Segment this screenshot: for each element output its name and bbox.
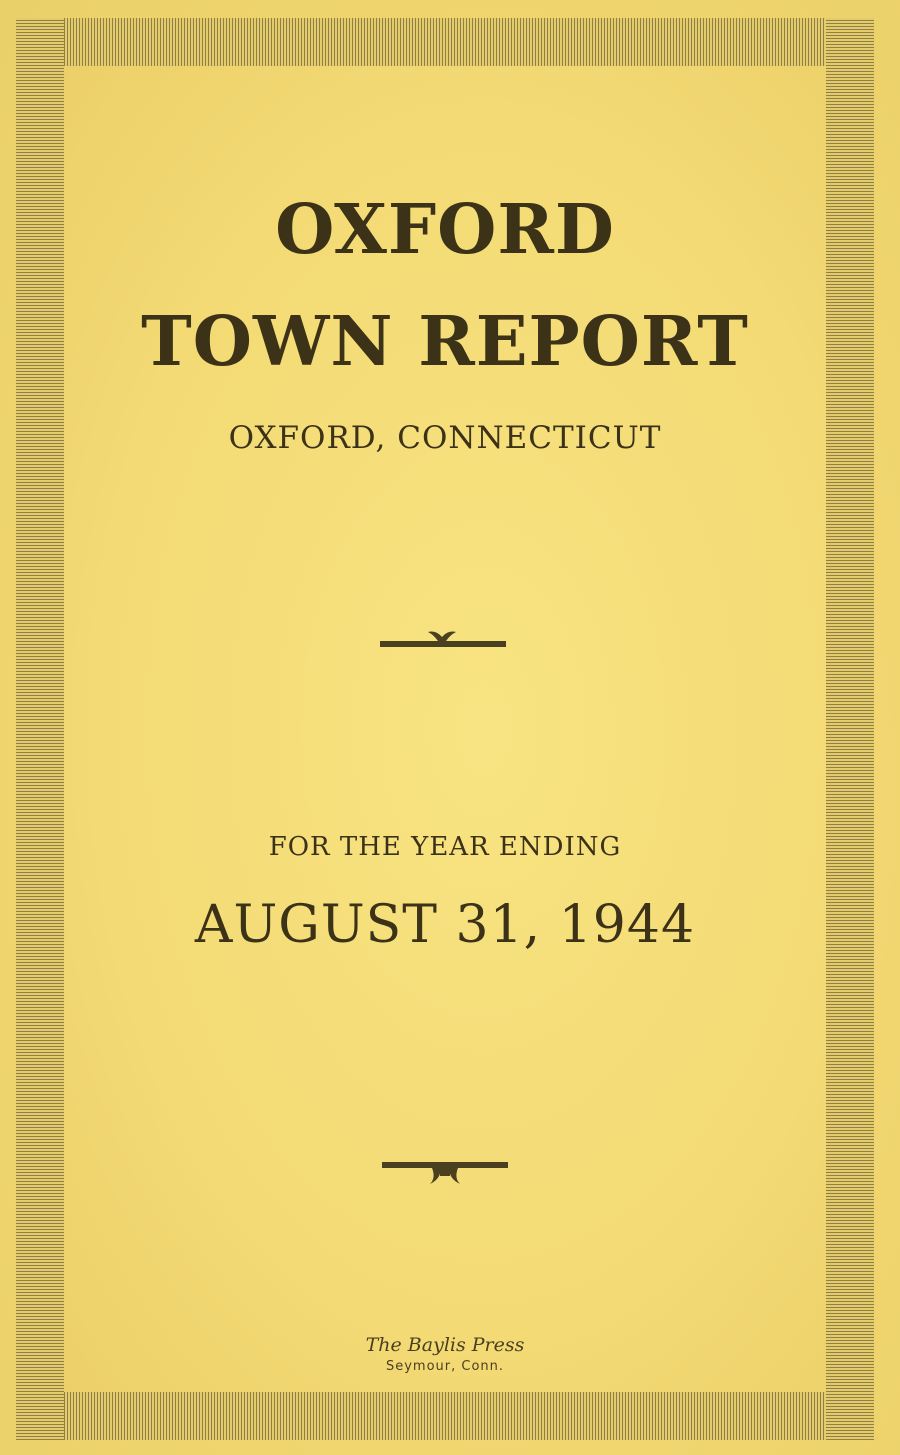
cover-border-bottom — [16, 1392, 874, 1440]
cover-subtitle: OXFORD, CONNECTICUT — [228, 420, 662, 456]
cover-border-top — [16, 18, 874, 66]
period-label: FOR THE YEAR ENDING — [268, 832, 622, 862]
cover-title-line-2: TOWN REPORT — [141, 302, 749, 382]
printer-name: The Baylis Press — [365, 1334, 525, 1356]
cover-border-right — [826, 18, 874, 1440]
period-date: AUGUST 31, 1944 — [194, 895, 696, 955]
printer-location: Seymour, Conn. — [385, 1359, 505, 1374]
fleuron-ornament-icon — [370, 620, 520, 660]
cover-title-line-1: OXFORD — [275, 190, 615, 270]
fleuron-ornament-icon — [370, 1158, 520, 1198]
cover-border-left — [16, 18, 64, 1440]
